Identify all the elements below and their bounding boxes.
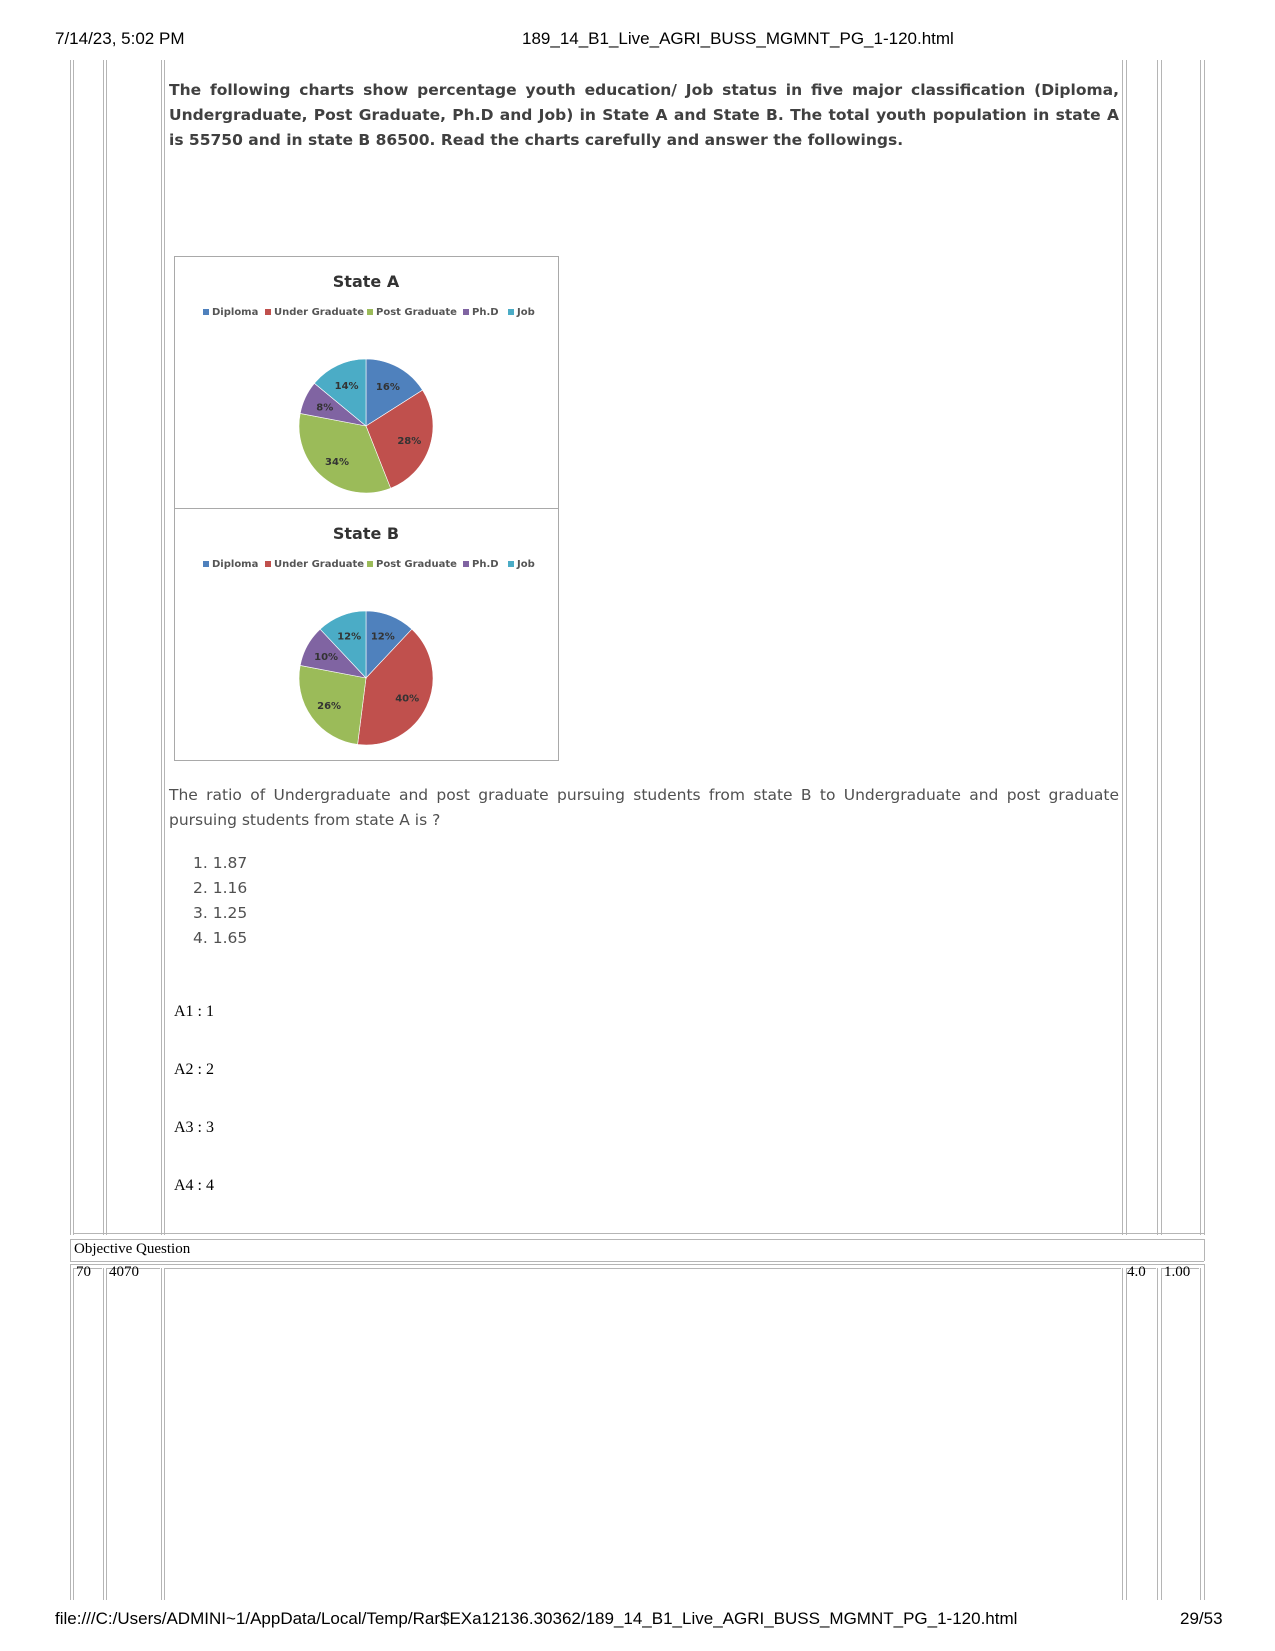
legend-swatch [463, 309, 469, 315]
legend-swatch [265, 309, 271, 315]
pie-data-label: 10% [314, 652, 339, 664]
pie-chart-state-b-canvas [175, 509, 558, 760]
legend-label: Diploma [212, 307, 259, 318]
negative-marks: 1.00 [1164, 1264, 1191, 1280]
answer-key: A3 : 3 [174, 1119, 214, 1136]
answer-key: A2 : 2 [174, 1061, 214, 1078]
legend-swatch [203, 561, 209, 567]
legend-label: Ph.D [472, 559, 499, 570]
legend-label: Under Graduate [274, 307, 365, 318]
option-item: 3. 1.25 [193, 904, 248, 922]
marks: 4.0 [1127, 1264, 1146, 1280]
question-intro: The following charts show percentage youth education/ Job status in five major classification (Diploma, Undergraduate, Post Graduate, Ph.D and Job) in State A and State B. The total youth population in state A is 55750 and in state B 86500. Read the charts carefully and answer the followings. [169, 81, 1119, 149]
chart-title: State A [332, 272, 400, 291]
pie-chart-state-a [174, 256, 559, 509]
legend-swatch [203, 309, 209, 315]
pie-data-label: 8% [316, 402, 334, 414]
pie-data-label: 14% [334, 380, 359, 392]
option-list [193, 851, 247, 951]
question-id: 4070 [109, 1264, 139, 1280]
page-number: 29/53 [1180, 1609, 1223, 1628]
pie-data-label: 28% [397, 436, 422, 448]
legend-swatch [463, 561, 469, 567]
pie-data-label: 34% [325, 457, 349, 469]
legend-swatch [265, 561, 271, 567]
legend-label: Job [517, 307, 535, 318]
question-text: The ratio of Undergraduate and post graduate pursuing students from state B to Undergraduate and post graduate pursuing students from state A is ? [169, 786, 1119, 829]
pie-data-label: 26% [317, 700, 342, 712]
pie-data-label: 12% [370, 631, 395, 643]
pie-data-label: 40% [395, 693, 420, 705]
print-datetime: 7/14/23, 5:02 PM [55, 29, 185, 48]
chart-title: State B [332, 524, 400, 543]
legend-label: Diploma [212, 559, 259, 570]
answer-key: A1 : 1 [174, 1003, 214, 1020]
pie-data-label: 12% [337, 631, 362, 643]
pie-chart-state-b [174, 508, 559, 761]
legend-swatch [508, 309, 514, 315]
option-item: 1. 1.87 [193, 854, 248, 872]
option-item: 4. 1.65 [193, 929, 248, 947]
answer-key: A4 : 4 [174, 1177, 214, 1194]
pie-chart-state-a-canvas [175, 257, 558, 508]
serial-number: 70 [76, 1264, 91, 1280]
legend-swatch [367, 309, 373, 315]
option-item: 2. 1.16 [193, 879, 248, 897]
legend-label: Job [517, 559, 535, 570]
legend-swatch [508, 561, 514, 567]
print-title: 189_14_B1_Live_AGRI_BUSS_MGMNT_PG_1-120.html [522, 29, 954, 48]
legend-swatch [367, 561, 373, 567]
legend-label: Ph.D [472, 307, 499, 318]
legend-label: Post Graduate [376, 559, 457, 570]
legend-label: Under Graduate [274, 559, 365, 570]
legend-label: Post Graduate [376, 307, 457, 318]
pie-data-label: 16% [375, 382, 400, 394]
section-label: Objective Question [74, 1241, 191, 1257]
print-file-path: file:///C:/Users/ADMINI~1/AppData/Local/Temp/Rar$EXa12136.30362/189_14_B1_Live_AGRI_BUSS_MGMNT_PG_1-120.html [55, 1609, 1018, 1628]
